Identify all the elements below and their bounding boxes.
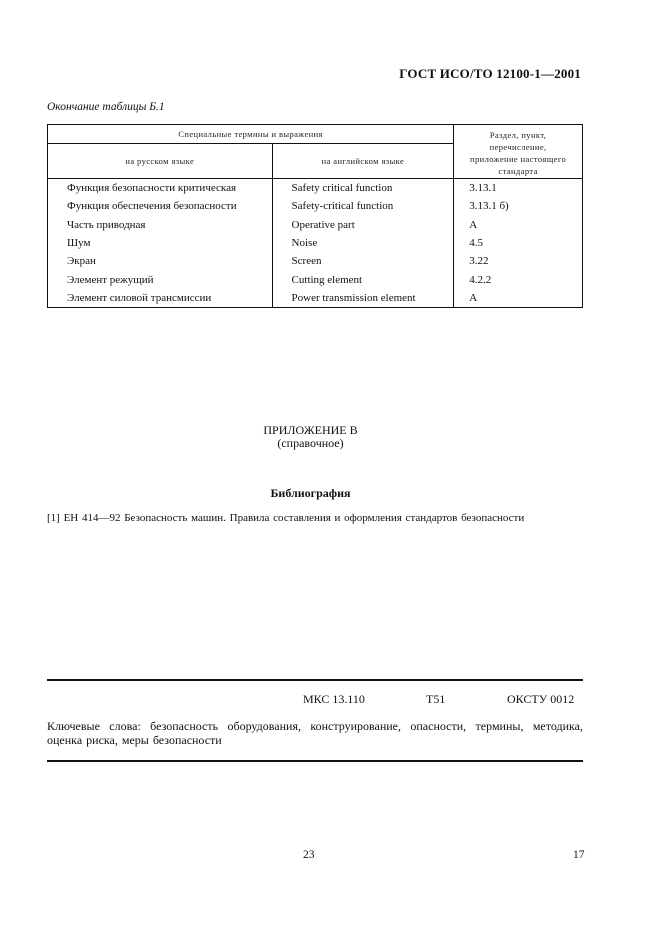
ref-header-line: Раздел, пункт, [489, 129, 547, 140]
bibliography-entry: [1] ЕН 414—92 Безопасность машин. Правила составления и оформления стандартов безопасности [47, 512, 525, 524]
term-reference: А [454, 216, 583, 234]
terms-table [47, 124, 583, 308]
group-header: Специальные термины и выражения [48, 125, 454, 144]
russian-term: Функция безопасности критическая [48, 179, 273, 198]
english-term: Operative part [272, 216, 454, 234]
ref-header-line: стандарта [498, 165, 538, 176]
footer-bottom-divider [47, 760, 583, 762]
document-header: ГОСТ ИСО/ТО 12100-1—2001 [399, 66, 581, 81]
russian-term: Элемент силовой трансмиссии [48, 289, 273, 308]
english-term: Power transmission element [272, 289, 454, 308]
page-number-center: 23 [303, 849, 315, 861]
term-reference: 3.22 [454, 252, 583, 270]
appendix-heading [0, 424, 621, 450]
russian-term: Часть приводная [48, 216, 273, 234]
russian-term: Экран [48, 252, 273, 270]
okstu-code: ОКСТУ 0012 [507, 692, 575, 706]
keywords: Ключевые слова: безопасность оборудования, конструирование, опасности, термины, методика, оценка риска, меры безопасности [47, 719, 583, 747]
table-row [48, 234, 583, 252]
term-reference: 3.13.1 [454, 179, 583, 198]
english-term: Screen [272, 252, 454, 270]
russian-term: Шум [48, 234, 273, 252]
table-row [48, 179, 583, 198]
russian-term: Элемент режущий [48, 270, 273, 288]
table-caption: Окончание таблицы Б.1 [47, 101, 165, 113]
english-term: Safety-critical function [272, 197, 454, 215]
term-reference: 4.2.2 [454, 270, 583, 288]
russian-term: Функция обеспечения безопасности [48, 197, 273, 215]
table-row [48, 197, 583, 215]
english-term: Noise [272, 234, 454, 252]
ref-column-header [454, 125, 583, 179]
appendix-title: ПРИЛОЖЕНИЕ В [263, 423, 358, 437]
table-row [48, 252, 583, 270]
term-reference: 3.13.1 б) [454, 197, 583, 215]
ref-header-line: приложение настоящего [470, 153, 567, 164]
footer-top-divider [47, 679, 583, 681]
term-reference: А [454, 289, 583, 308]
english-term: Cutting element [272, 270, 454, 288]
term-reference: 4.5 [454, 234, 583, 252]
english-term: Safety critical function [272, 179, 454, 198]
t-code: T51 [426, 692, 446, 706]
bibliography-title: Библиография [270, 486, 351, 500]
table-row [48, 289, 583, 308]
page-number-right: 17 [573, 849, 585, 861]
mks-code: МКС 13.110 [303, 692, 365, 706]
russian-column-header: на русском языке [48, 144, 273, 179]
appendix-subtitle: (справочное) [277, 436, 344, 450]
table-row [48, 270, 583, 288]
table-row [48, 216, 583, 234]
english-column-header: на английском языке [272, 144, 454, 179]
ref-header-line: перечисление, [489, 141, 547, 152]
